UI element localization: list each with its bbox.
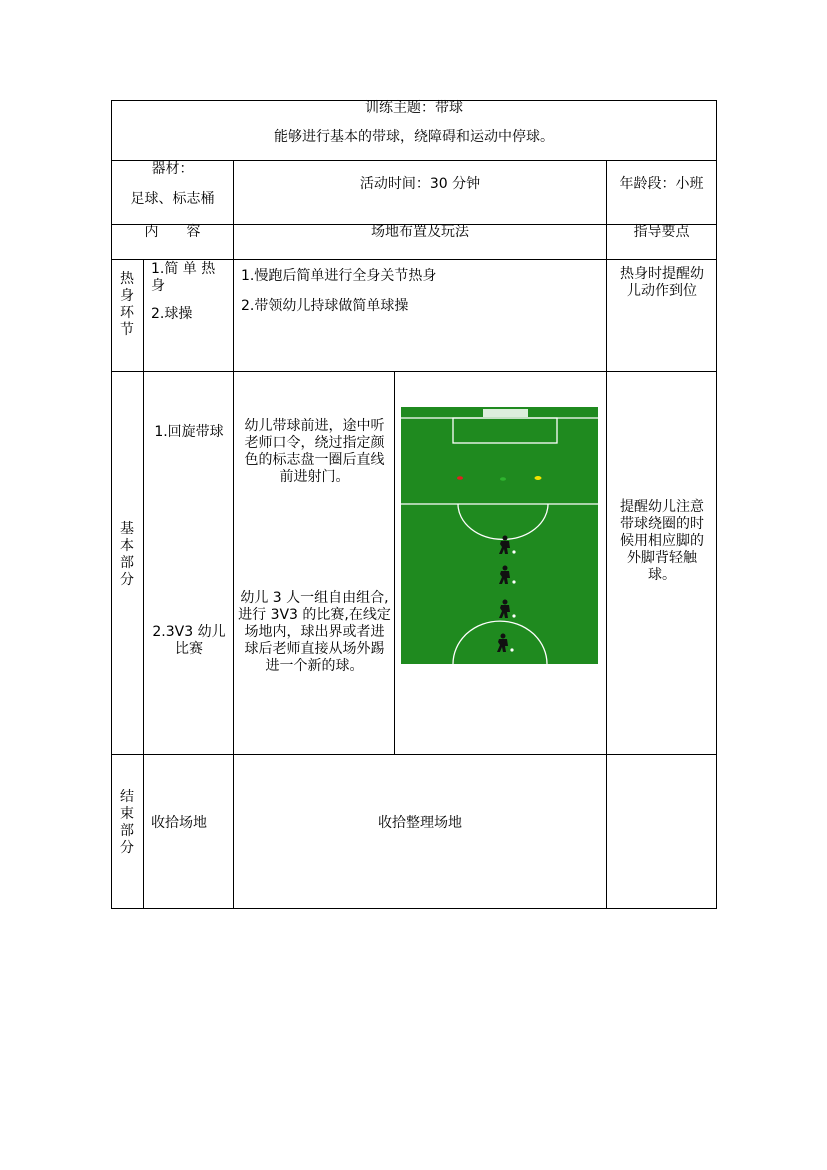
table-border-left [111, 100, 112, 909]
warmup-guidance: 热身时提醒幼儿动作到位 [620, 266, 704, 299]
basic-item-2: 2.3V3 幼儿比赛 [152, 624, 226, 657]
warmup-item-1: 1.简 单 热身 [151, 261, 216, 294]
training-objective: 能够进行基本的带球，绕障碍和运动中停球。 [274, 129, 554, 145]
warmup-desc-2: 2.带领幼儿持球做简单球操 [241, 298, 409, 314]
player-icon [499, 566, 516, 585]
row-divider [111, 371, 717, 372]
basic-item-1: 1.回旋带球 [154, 424, 224, 440]
section-label-warmup: 热 身 环 节 [120, 271, 134, 338]
section-label-closing: 结 束 部 分 [120, 789, 134, 856]
cone-red [457, 476, 463, 480]
table-border-right [716, 100, 717, 909]
players [497, 536, 516, 653]
warmup-desc-1: 1.慢跑后简单进行全身关节热身 [241, 268, 437, 284]
activity-duration: 活动时间：30 分钟 [359, 176, 481, 192]
basic-desc-1: 幼儿带球前进，途中听老师口令，绕过指定颜色的标志盘一圈后直线前进射门。 [244, 418, 385, 485]
column-header-layout: 场地布置及玩法 [371, 224, 469, 240]
basic-desc-2: 幼儿 3 人一组自由组合,进行 3V3 的比赛,在线定场地内，球出界或者进球后老师直接从场外踢进一个新的球。 [238, 590, 391, 674]
row-divider [111, 259, 717, 260]
age-group: 年龄段：小班 [619, 176, 704, 192]
pitch-drawing [401, 407, 598, 664]
closing-item: 收拾场地 [151, 815, 207, 831]
column-header-guidance: 指导要点 [633, 224, 690, 240]
col-divider [143, 259, 144, 909]
col-divider [606, 160, 607, 909]
cone-yellow [535, 476, 542, 480]
col-divider [394, 371, 395, 754]
player-icon [497, 634, 514, 653]
player-icon [499, 600, 516, 619]
basic-guidance: 提醒幼儿注意带球绕圈的时候用相应脚的外脚背轻触球。 [620, 499, 704, 583]
warmup-item-2: 2.球操 [151, 306, 193, 322]
table-border-bottom [111, 908, 717, 909]
training-theme: 训练主题：带球 [365, 100, 463, 116]
penalty-box [453, 418, 557, 443]
col-divider [233, 160, 234, 909]
cones [457, 476, 542, 481]
goal-icon [483, 409, 528, 417]
equipment-label: 器材： [151, 161, 194, 177]
cone-green [500, 477, 506, 481]
section-label-basic: 基 本 部 分 [120, 521, 134, 588]
column-header-content: 内 容 [144, 224, 201, 240]
soccer-pitch-diagram [401, 407, 598, 664]
equipment-value: 足球、标志桶 [130, 191, 215, 207]
center-circle-arc [458, 504, 548, 539]
row-divider [111, 754, 717, 755]
closing-desc: 收拾整理场地 [378, 815, 462, 831]
